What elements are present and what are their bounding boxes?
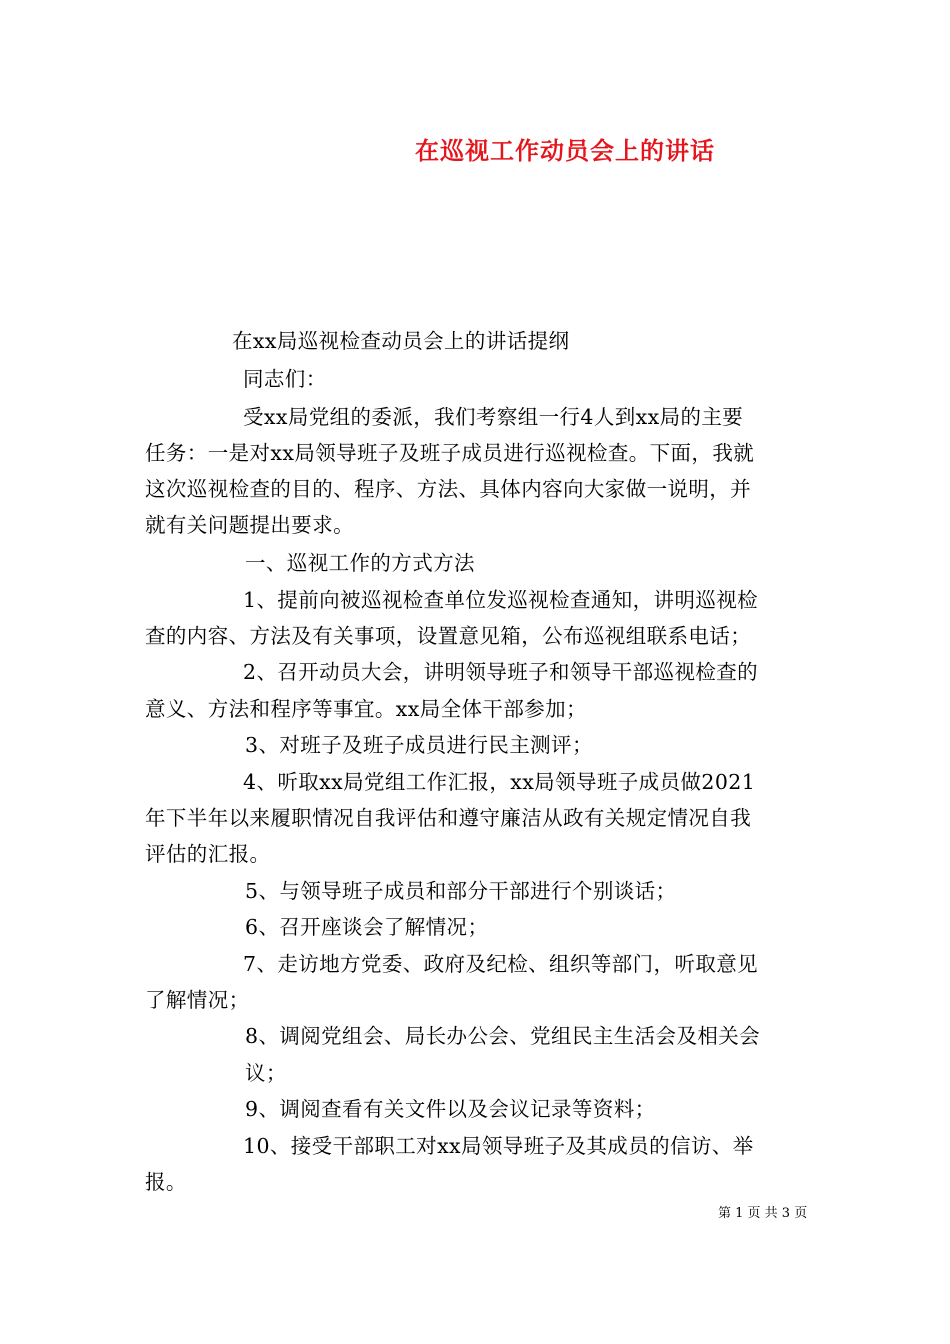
body-line: 1、提前向被巡视检查单位发巡视检查通知，讲明巡视检 [243,588,759,612]
body-line: 受xx局党组的委派，我们考察组一行4人到xx局的主要 [243,405,744,429]
body-line: 这次巡视检查的目的、程序、方法、具体内容向大家做一说明，并 [145,477,752,501]
body-line: 报。 [145,1170,187,1194]
page-title: 在巡视工作动员会上的讲话 [415,136,715,165]
body-line: 意义、方法和程序等事宜。xx局全体干部参加； [145,697,587,721]
body-line: 8、调阅党组会、局长办公会、党组民主生活会及相关会 [245,1024,761,1048]
body-line: 5、与领导班子成员和部分干部进行个别谈话； [245,879,677,903]
body-line: 3、对班子及班子成员进行民主测评； [245,733,593,757]
body-line: 6、召开座谈会了解情况； [245,915,489,939]
body-line: 评估的汇报。 [145,842,271,866]
page-number: 第 1 页 共 3 页 [718,1206,808,1221]
body-line: 7、走访地方党委、政府及纪检、组织等部门，听取意见 [243,952,759,976]
outline-title: 在xx局巡视检查动员会上的讲话提纲 [232,329,570,353]
body-line: 任务：一是对xx局领导班子及班子成员进行巡视检查。下面，我就 [145,441,755,465]
body-line: 2、召开动员大会，讲明领导班子和领导干部巡视检查的 [243,660,759,684]
body-line: 9、调阅查看有关文件以及会议记录等资料； [245,1097,656,1121]
body-line: 10、接受干部职工对xx局领导班子及其成员的信访、举 [243,1134,754,1158]
body-line: 了解情况； [145,988,250,1012]
body-line: 年下半年以来履职情况自我评估和遵守廉洁从政有关规定情况自我 [145,806,752,830]
body-line: 4、听取xx局党组工作汇报，xx局领导班子成员做2021 [243,770,756,794]
section-heading: 一、巡视工作的方式方法 [245,551,475,575]
body-line: 议； [245,1061,287,1085]
body-line: 就有关问题提出要求。 [145,513,354,537]
salutation: 同志们： [243,367,327,391]
body-line: 查的内容、方法及有关事项，设置意见箱，公布巡视组联系电话； [145,624,752,648]
